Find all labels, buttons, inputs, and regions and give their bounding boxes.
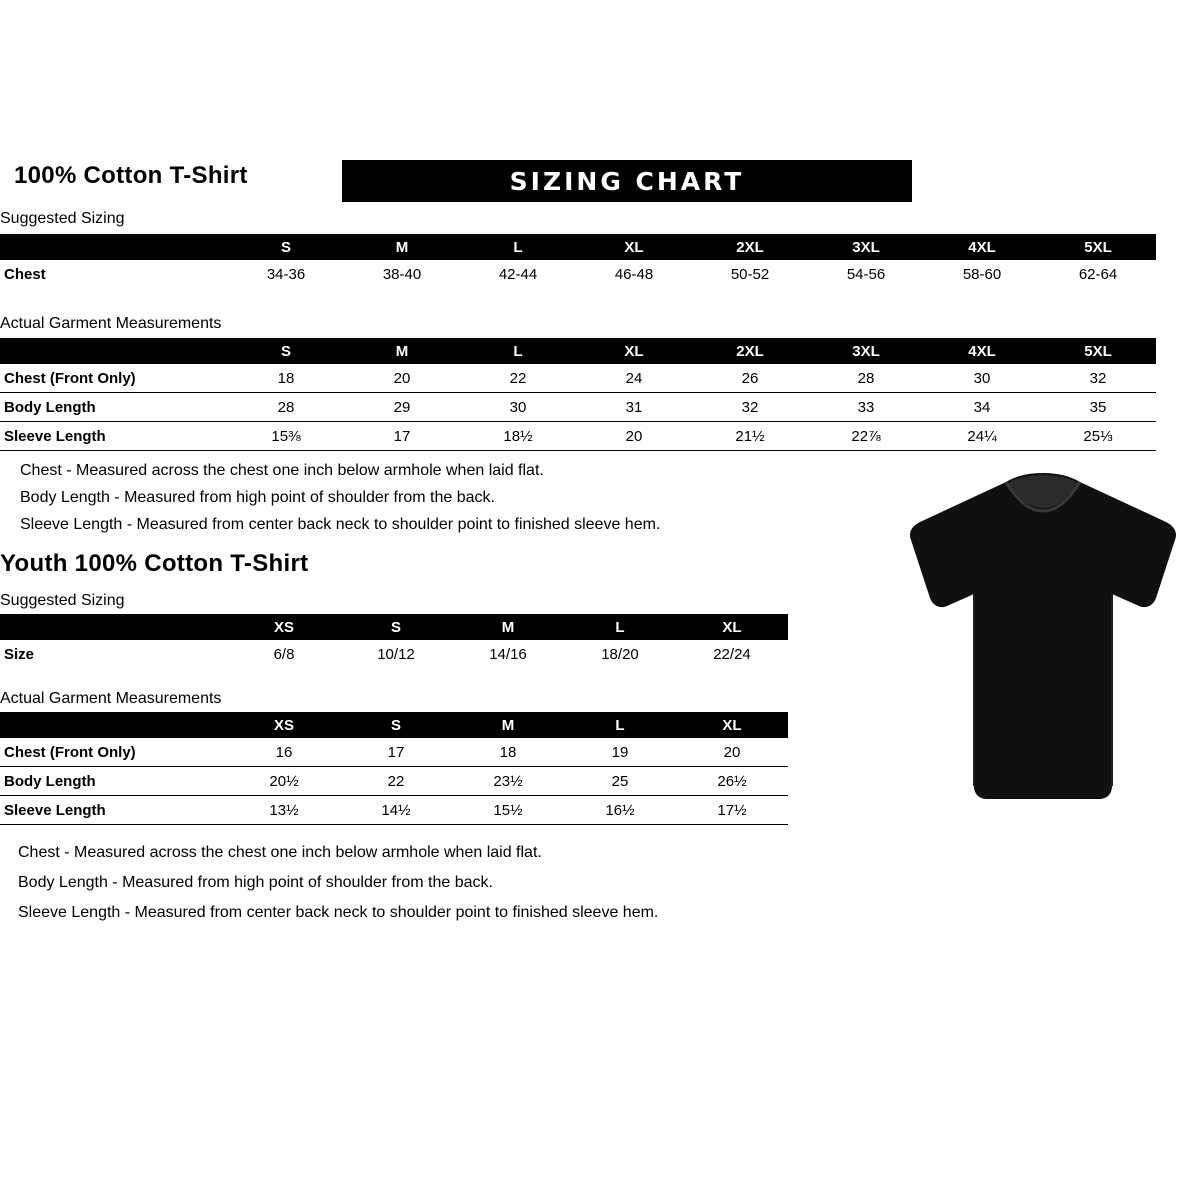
cell-sleevelength-2xl: 21½	[692, 422, 808, 451]
column-header-4xl: 4XL	[924, 338, 1040, 364]
cell-chestfront-m: 20	[344, 364, 460, 393]
table-header-row	[0, 614, 788, 640]
cell-sleevelength-l: 16½	[564, 796, 676, 825]
column-header-rowlabel	[0, 614, 228, 640]
table-header-row	[0, 234, 1156, 260]
column-header-s: S	[228, 338, 344, 364]
column-header-l: L	[564, 614, 676, 640]
table-row	[0, 422, 1156, 451]
column-header-4xl: 4XL	[924, 234, 1040, 260]
column-header-xl: XL	[576, 234, 692, 260]
row-label-body-length: Body Length	[0, 767, 228, 796]
cell-sleevelength-3xl: 22⅞	[808, 422, 924, 451]
cell-size-xl: 22/24	[676, 640, 788, 668]
cell-size-xs: 6/8	[228, 640, 340, 668]
table-row	[0, 393, 1156, 422]
cell-sleevelength-m: 15½	[452, 796, 564, 825]
column-header-xl: XL	[676, 712, 788, 738]
row-label-body-length: Body Length	[0, 393, 228, 422]
adult-suggested-sizing-table	[0, 234, 1156, 288]
column-header-xs: XS	[228, 712, 340, 738]
cell-chestfront-l: 19	[564, 738, 676, 767]
table-header-row	[0, 338, 1156, 364]
page-title: 100% Cotton T-Shirt	[14, 162, 248, 189]
cell-chest-xl: 46-48	[576, 260, 692, 288]
column-header-rowlabel	[0, 234, 228, 260]
adult-suggested-caption: Suggested Sizing	[0, 210, 125, 227]
cell-bodylength-m: 23½	[452, 767, 564, 796]
cell-bodylength-xl: 26½	[676, 767, 788, 796]
youth-actual-caption: Actual Garment Measurements	[0, 690, 222, 707]
column-header-l: L	[564, 712, 676, 738]
column-header-m: M	[452, 614, 564, 640]
cell-chest-5xl: 62-64	[1040, 260, 1156, 288]
youth-suggested-caption: Suggested Sizing	[0, 592, 125, 609]
cell-chestfront-xl: 20	[676, 738, 788, 767]
cell-chestfront-5xl: 32	[1040, 364, 1156, 393]
row-label-size: Size	[0, 640, 228, 668]
adult-actual-caption: Actual Garment Measurements	[0, 315, 222, 332]
cell-chest-l: 42-44	[460, 260, 576, 288]
table-row	[0, 738, 788, 767]
row-label-chest-front-only: Chest (Front Only)	[0, 738, 228, 767]
cell-size-s: 10/12	[340, 640, 452, 668]
headline-row	[14, 160, 1174, 204]
youth-section-title: Youth 100% Cotton T-Shirt	[0, 550, 309, 577]
column-header-2xl: 2XL	[692, 338, 808, 364]
cell-bodylength-s: 22	[340, 767, 452, 796]
cell-chest-3xl: 54-56	[808, 260, 924, 288]
cell-sleevelength-5xl: 25⅓	[1040, 422, 1156, 451]
cell-chestfront-4xl: 30	[924, 364, 1040, 393]
cell-chest-m: 38-40	[344, 260, 460, 288]
column-header-3xl: 3XL	[808, 338, 924, 364]
table-row	[0, 640, 788, 668]
cell-sleevelength-xs: 13½	[228, 796, 340, 825]
cell-bodylength-2xl: 32	[692, 393, 808, 422]
column-header-s: S	[228, 234, 344, 260]
cell-bodylength-l: 30	[460, 393, 576, 422]
cell-sleevelength-m: 17	[344, 422, 460, 451]
cell-chestfront-xl: 24	[576, 364, 692, 393]
row-label-sleeve-length: Sleeve Length	[0, 422, 228, 451]
cell-chestfront-s: 18	[228, 364, 344, 393]
sizing-chart-banner-label: SIZING CHART	[509, 167, 745, 196]
column-header-5xl: 5XL	[1040, 338, 1156, 364]
cell-size-m: 14/16	[452, 640, 564, 668]
youth-suggested-sizing-table	[0, 614, 788, 668]
adult-note-chest: Chest - Measured across the chest one inch below armhole when laid flat.	[20, 462, 544, 479]
cell-chest-4xl: 58-60	[924, 260, 1040, 288]
youth-note-sleeve-length: Sleeve Length - Measured from center back neck to shoulder point to finished sleeve hem.	[18, 904, 659, 921]
sizing-chart-banner	[342, 160, 912, 202]
row-label-chest-front-only: Chest (Front Only)	[0, 364, 228, 393]
row-label-chest: Chest	[0, 260, 228, 288]
table-header-row	[0, 712, 788, 738]
column-header-xl: XL	[676, 614, 788, 640]
cell-chestfront-m: 18	[452, 738, 564, 767]
table-row	[0, 364, 1156, 393]
column-header-rowlabel	[0, 712, 228, 738]
adult-actual-measurements-table	[0, 338, 1156, 451]
adult-note-sleeve-length: Sleeve Length - Measured from center back neck to shoulder point to finished sleeve hem.	[20, 516, 661, 533]
cell-sleevelength-s: 14½	[340, 796, 452, 825]
youth-actual-measurements-table	[0, 712, 788, 825]
cell-chest-2xl: 50-52	[692, 260, 808, 288]
cell-sleevelength-xl: 17½	[676, 796, 788, 825]
cell-size-l: 18/20	[564, 640, 676, 668]
cell-chest-s: 34-36	[228, 260, 344, 288]
column-header-l: L	[460, 234, 576, 260]
cell-bodylength-l: 25	[564, 767, 676, 796]
cell-bodylength-xs: 20½	[228, 767, 340, 796]
column-header-l: L	[460, 338, 576, 364]
cell-bodylength-3xl: 33	[808, 393, 924, 422]
column-header-m: M	[452, 712, 564, 738]
cell-chestfront-s: 17	[340, 738, 452, 767]
adult-note-body-length: Body Length - Measured from high point of shoulder from the back.	[20, 489, 495, 506]
column-header-2xl: 2XL	[692, 234, 808, 260]
table-row	[0, 767, 788, 796]
column-header-rowlabel	[0, 338, 228, 364]
cell-bodylength-s: 28	[228, 393, 344, 422]
table-row	[0, 796, 788, 825]
black-tshirt-illustration	[898, 470, 1188, 810]
cell-sleevelength-s: 15⅜	[228, 422, 344, 451]
cell-chestfront-l: 22	[460, 364, 576, 393]
cell-chestfront-3xl: 28	[808, 364, 924, 393]
cell-chestfront-2xl: 26	[692, 364, 808, 393]
youth-note-chest: Chest - Measured across the chest one inch below armhole when laid flat.	[18, 844, 542, 861]
column-header-s: S	[340, 712, 452, 738]
cell-bodylength-4xl: 34	[924, 393, 1040, 422]
cell-bodylength-5xl: 35	[1040, 393, 1156, 422]
column-header-xs: XS	[228, 614, 340, 640]
column-header-3xl: 3XL	[808, 234, 924, 260]
youth-note-body-length: Body Length - Measured from high point of shoulder from the back.	[18, 874, 493, 891]
table-row	[0, 260, 1156, 288]
column-header-xl: XL	[576, 338, 692, 364]
cell-sleevelength-l: 18½	[460, 422, 576, 451]
column-header-m: M	[344, 234, 460, 260]
cell-chestfront-xs: 16	[228, 738, 340, 767]
cell-sleevelength-4xl: 24¼	[924, 422, 1040, 451]
row-label-sleeve-length: Sleeve Length	[0, 796, 228, 825]
cell-bodylength-m: 29	[344, 393, 460, 422]
column-header-s: S	[340, 614, 452, 640]
column-header-5xl: 5XL	[1040, 234, 1156, 260]
cell-sleevelength-xl: 20	[576, 422, 692, 451]
column-header-m: M	[344, 338, 460, 364]
cell-bodylength-xl: 31	[576, 393, 692, 422]
